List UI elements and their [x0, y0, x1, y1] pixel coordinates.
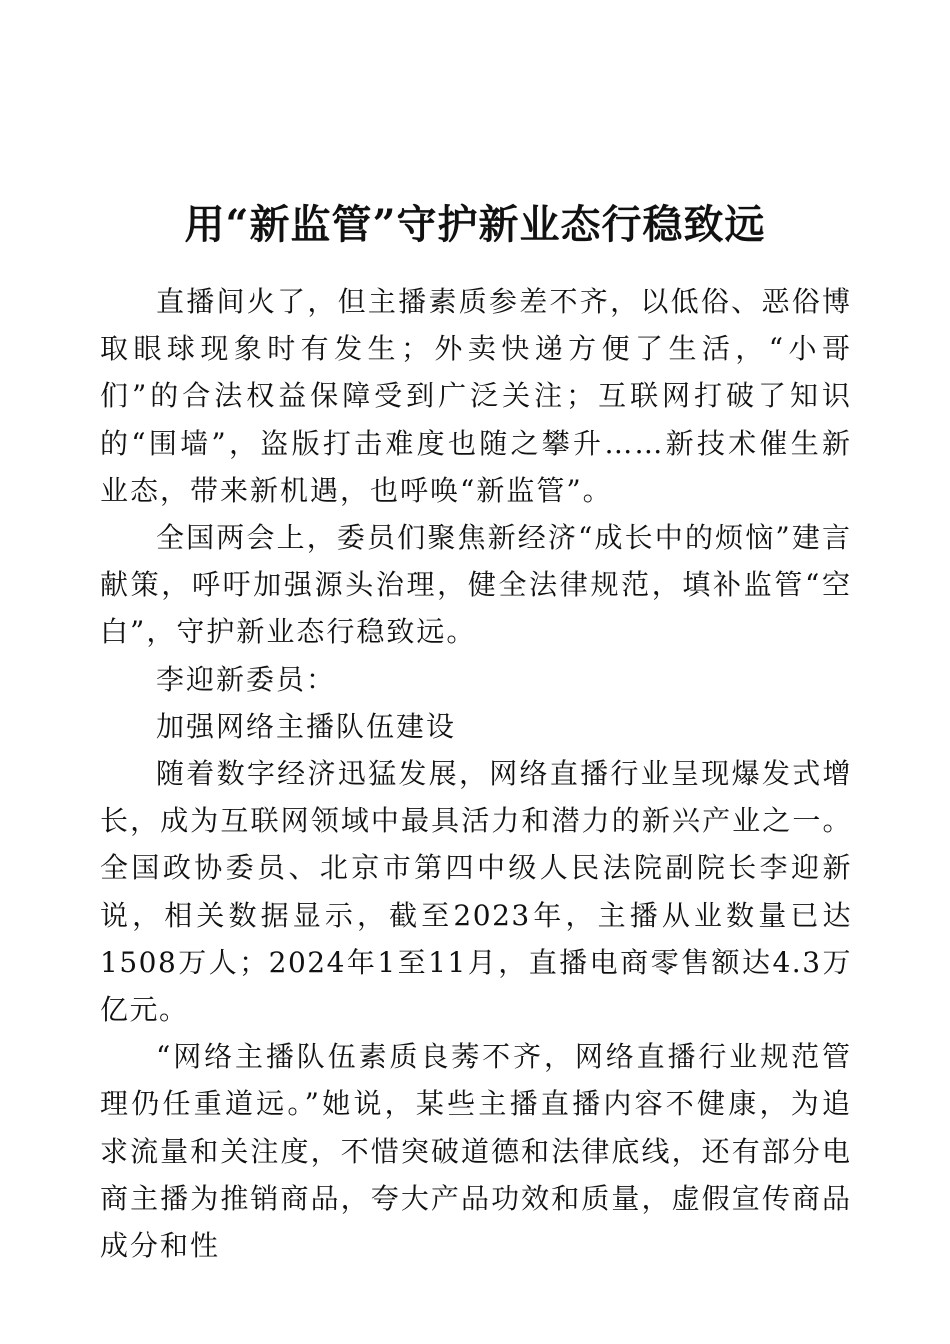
speaker-name: 李迎新委员：	[156, 662, 337, 696]
paragraph-summary: 全国两会上，委员们聚焦新经济“成长中的烦恼”建言献策，呼吁加强源头治理，健全法律规范，填补监管“空白”，守护新业态行稳致远。	[100, 521, 852, 649]
paragraph-intro: 直播间火了，但主播素质参差不齐，以低俗、恶俗博取眼球现象时有发生；外卖快递方便了生活，“小哥们”的合法权益保障受到广泛关注；互联网打破了知识的“围墙”，盗版打击难度也随之攀升……新技术催生新业态，带来新机遇，也呼唤“新监管”。	[100, 285, 852, 507]
section-heading: 加强网络主播队伍建设	[156, 709, 457, 743]
paragraph-quote: “网络主播队伍素质良莠不齐，网络直播行业规范管理仍任重道远。”她说，某些主播直播内容不健康，为追求流量和关注度，不惜突破道德和法律底线，还有部分电商主播为推销商品，夸大产品功效和质量，虚假宣传商品成分和性	[100, 1040, 852, 1263]
paragraph-statistics: 随着数字经济迅猛发展，网络直播行业呈现爆发式增长，成为互联网领域中最具活力和潜力的新兴产业之一。全国政协委员、北京市第四中级人民法院副院长李迎新说，相关数据显示，截至2023年，主播从业数量已达1508万人；2024年1至11月，直播电商零售额达4.3万亿元。	[100, 757, 852, 1027]
document-title: 用“新监管”守护新业态行稳致远	[184, 200, 766, 248]
document-body	[100, 278, 852, 1269]
